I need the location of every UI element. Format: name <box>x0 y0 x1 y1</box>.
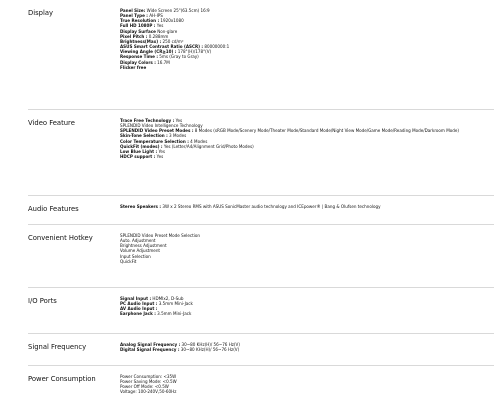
spec-key: Brightness(Max) : <box>120 38 162 44</box>
spec-value: Auto. Adjustment <box>120 238 156 244</box>
spec-value: Yes <box>155 23 164 29</box>
spec-value: Yes <box>174 118 183 123</box>
spec-key: Stereo Speakers : <box>120 204 162 209</box>
spec-value: 3 Modes <box>167 133 187 139</box>
spec-line <box>120 347 494 352</box>
spec-value: 1920x1080 <box>159 18 184 24</box>
section-body <box>120 0 494 109</box>
spec-value: 8 Modes (sRGB Mode/Scenery Mode/Theater Mode/Standard Mode/Night View Mode/Game Mode/Reading Mode/Darkroom Mode) <box>193 128 459 134</box>
spec-key: Skin-Tone Selection : <box>120 133 168 139</box>
spec-value: Power Saving Mode: <0.5W <box>120 379 177 385</box>
spec-value: 5ms (Gray to Gray) <box>157 54 199 60</box>
spec-key: Trace Free Technology : <box>120 118 175 123</box>
spec-key: Display Colors : <box>120 59 156 65</box>
section-body <box>120 334 494 365</box>
section-title: I/O Ports <box>28 297 57 305</box>
spec-key: Flicker free <box>120 64 147 70</box>
spec-key: PC Audio Input : <box>120 301 158 307</box>
spec-value: 250 cd/m² <box>161 38 184 44</box>
spec-value: Yes (Letter/A4/Alignment Grid/Photo Modes) <box>162 143 254 149</box>
section-body <box>120 110 494 195</box>
spec-key: Panel Type : <box>120 13 148 19</box>
spec-key: Panel Size: <box>120 8 146 13</box>
section-title: Power Consumption <box>28 375 96 383</box>
spec-value: Volume Adjustment <box>120 248 161 254</box>
spec-key: Low Blue Light : <box>120 148 158 154</box>
spec-value: Input Selection <box>120 253 151 259</box>
spec-key: Digital Signal Frequency : <box>120 347 180 353</box>
spec-key: Viewing Angle (CR≧10) : <box>120 49 177 55</box>
section-video-feature <box>28 110 494 196</box>
spec-value: 3.5mm Mini-Jack <box>155 311 192 317</box>
spec-line <box>120 204 494 209</box>
section-title: Convenient Hotkey <box>28 234 93 242</box>
spec-value: AH-IPS <box>147 13 163 19</box>
spec-key: Pixel Pitch : <box>120 33 148 39</box>
spec-value: Power Off Mode: <0.5W <box>120 384 169 390</box>
spec-line <box>120 311 494 316</box>
spec-value: QuickFit <box>120 258 137 264</box>
section-convenient-hotkey <box>28 225 494 288</box>
spec-value: 30~80 KHz(H)/ 56~76 Hz(V) <box>179 347 240 353</box>
spec-key: Color Temperature Selection : <box>120 138 189 144</box>
section-power-consumption <box>28 366 494 413</box>
spec-value: Non-glare <box>155 28 178 34</box>
spec-value: Yes <box>157 148 166 154</box>
section-signal-frequency <box>28 334 494 366</box>
spec-value: 4 Modes <box>188 138 208 144</box>
section-title: Display <box>28 9 54 17</box>
section-body <box>120 225 494 287</box>
spec-line <box>120 259 494 264</box>
spec-key: ASUS Smart Contrast Ratio (ASCR) : <box>120 44 204 50</box>
section-body <box>120 288 494 333</box>
section-io-ports <box>28 288 494 334</box>
spec-key: Display Surface <box>120 28 156 34</box>
spec-key: AV Audio Input : <box>120 306 158 312</box>
spec-key: Full HD 1080P : <box>120 23 156 29</box>
spec-value: 30~80 KHz(H)/ 56~76 Hz(V) <box>180 342 240 347</box>
spec-value: Power Consumption: <35W <box>120 374 177 379</box>
spec-line <box>120 65 494 70</box>
spec-value: HDMIx2, D-Sub <box>151 296 184 301</box>
section-title: Video Feature <box>28 119 75 127</box>
spec-key: SPLENDID Video Preset Modes : <box>120 128 194 134</box>
spec-key: Response Time : <box>120 54 158 60</box>
spec-value: 3W x 2 Stereo RMS with ASUS SonicMaster audio technology and ICEpower® | Bang & Olufsen technology <box>161 204 381 209</box>
spec-value: SPLENDID Video Preset Mode Selection <box>120 233 200 238</box>
spec-key: Analog Signal Frequency : <box>120 342 181 347</box>
spec-line <box>120 389 494 394</box>
section-title: Audio Features <box>28 205 79 213</box>
spec-value: 178°(H)/178°(V) <box>176 49 212 55</box>
spec-value: Yes <box>155 154 164 160</box>
section-display <box>28 0 494 110</box>
section-body <box>120 196 494 224</box>
spec-key: HDCP support : <box>120 154 156 160</box>
section-body <box>120 366 494 413</box>
spec-value: 0.288mm <box>147 33 169 39</box>
spec-key: QuickFit (modes) : <box>120 143 163 149</box>
spec-line <box>120 154 494 159</box>
spec-value: 3.5mm Mini-Jack <box>157 301 193 307</box>
spec-value: 80000000:1 <box>203 44 230 50</box>
spec-value: Voltage: 100-240V,50-60Hz <box>120 389 177 395</box>
spec-value: SPLENDID Video Intelligence Technology <box>120 123 203 129</box>
spec-value: 16.7M <box>155 59 170 65</box>
spec-value: Brightness Adjustment <box>120 243 167 249</box>
section-title: Signal Frequency <box>28 343 87 351</box>
spec-key: True Resolution : <box>120 18 160 24</box>
spec-table <box>28 0 494 413</box>
spec-key: Earphone Jack : <box>120 311 156 317</box>
section-audio-features <box>28 196 494 225</box>
spec-value: Wide Screen 25"(63.5cm) 16:9 <box>145 8 210 13</box>
spec-key: Signal Input : <box>120 296 152 301</box>
